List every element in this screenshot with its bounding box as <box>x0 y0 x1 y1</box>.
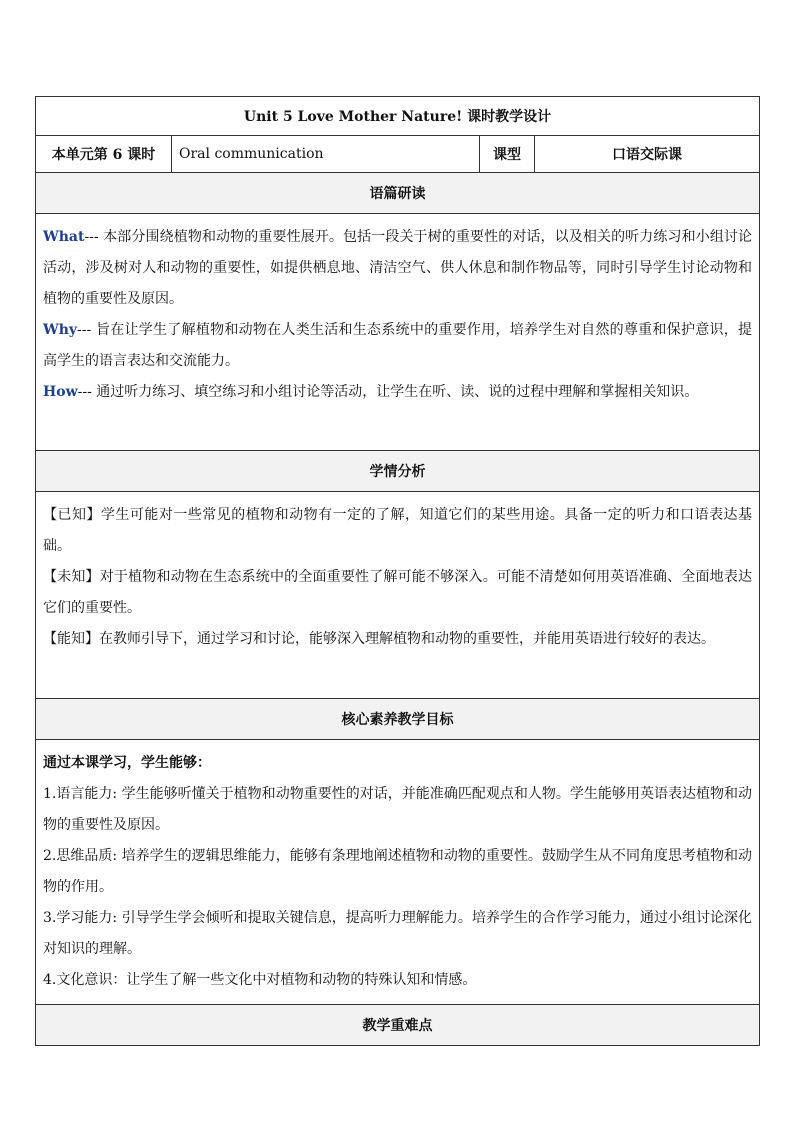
document-title: Unit 5 Love Mother Nature! 课时教学设计 <box>36 97 760 136</box>
known-paragraph: 【已知】学生可能对一些常见的植物和动物有一定的了解，知道它们的某些用途。具备一定的听力和口语表达基础。 <box>43 507 753 554</box>
goals-heading: 核心素养教学目标 <box>36 699 760 740</box>
goal-item: 2.思维品质: 培养学生的逻辑思维能力，能够有条理地阐述植物和动物的重要性。鼓励学生从不同角度思考植物和动物的作用。 <box>43 848 753 895</box>
how-text: --- 通过听力练习、填空练习和小组讨论等活动，让学生在听、读、说的过程中理解和掌握相关知识。 <box>77 384 699 400</box>
lesson-type-value: 口语交际课 <box>535 136 760 173</box>
how-keyword: How <box>43 384 78 400</box>
lesson-topic-value: Oral communication <box>172 136 480 173</box>
lesson-type-label: 课型 <box>480 136 535 173</box>
how-paragraph <box>43 377 752 408</box>
lesson-number-label: 本单元第 6 课时 <box>36 136 172 173</box>
analysis-body <box>36 492 760 699</box>
what-text: --- 本部分围绕植物和动物的重要性展开。包括一段关于树的重要性的对话，以及相关的听力练习和小组讨论活动，涉及树对人和动物的重要性，如提供栖息地、清洁空气、供人休息和制作物品等，同时引导学生讨论动物和植物的重要性及原因。 <box>43 229 753 307</box>
goal-item: 4.文化意识：让学生了解一些文化中对植物和动物的特殊认知和情感。 <box>43 972 477 988</box>
text-study-body <box>36 214 760 451</box>
unknown-paragraph: 【未知】对于植物和动物在生态系统中的全面重要性了解可能不够深入。可能不清楚如何用英语准确、全面地表达它们的重要性。 <box>43 569 753 616</box>
what-keyword: What <box>43 229 85 245</box>
analysis-heading: 学情分析 <box>36 451 760 492</box>
goal-item: 1.语言能力: 学生能够听懂关于植物和动物重要性的对话，并能准确匹配观点和人物。学生能够用英语表达植物和动物的重要性及原因。 <box>43 786 753 833</box>
text-study-heading: 语篇研读 <box>36 173 760 214</box>
lesson-plan-table <box>35 96 760 1046</box>
goals-intro: 通过本课学习，学生能够： <box>43 755 211 771</box>
what-paragraph <box>43 222 752 315</box>
able-paragraph: 【能知】在教师引导下，通过学习和讨论，能够深入理解植物和动物的重要性，并能用英语进行较好的表达。 <box>43 631 715 647</box>
focus-heading: 教学重难点 <box>36 1005 760 1046</box>
goals-body <box>36 740 760 1005</box>
why-paragraph <box>43 315 752 377</box>
why-keyword: Why <box>43 322 78 338</box>
goal-item: 3.学习能力: 引导学生学会倾听和提取关键信息，提高听力理解能力。培养学生的合作学习能力，通过小组讨论深化对知识的理解。 <box>43 910 753 957</box>
why-text: --- 旨在让学生了解植物和动物在人类生活和生态系统中的重要作用，培养学生对自然的尊重和保护意识，提高学生的语言表达和交流能力。 <box>43 322 753 369</box>
lesson-info-row <box>36 136 760 173</box>
